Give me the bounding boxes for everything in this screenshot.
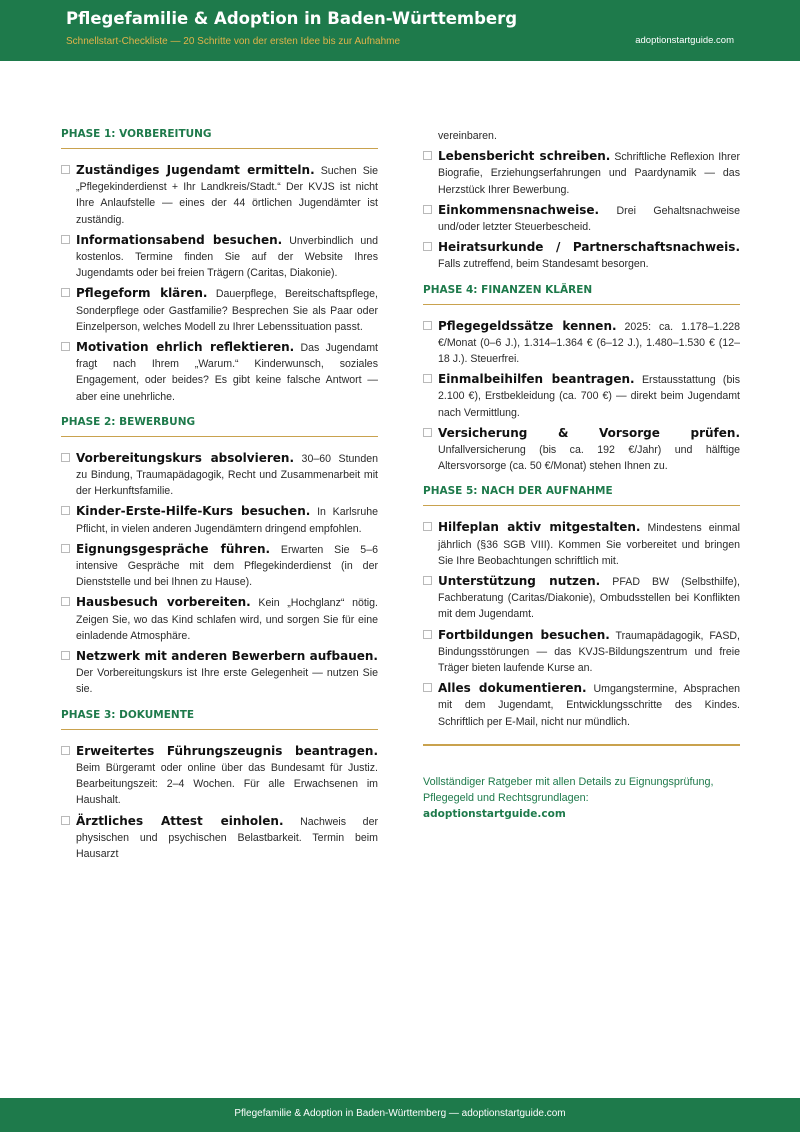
item-title: Netzwerk mit anderen Bewerbern aufbauen. — [76, 649, 378, 664]
header-url-link[interactable]: adoptionstartguide.com — [635, 35, 734, 46]
item-title: Pflegegeldssätze kennen. — [438, 318, 617, 333]
item-body: Mindestens einmal jährlich (§36 SGB VIII). Kommen Sie vorbereitet und bringen Sie Ihre Beobachtungen schriftlich mit. — [438, 522, 740, 567]
page-title: Pflegefamilie & Adoption in Baden-Württemberg — [66, 9, 518, 28]
checklist-item — [423, 239, 740, 272]
checklist-item — [423, 371, 740, 421]
item-body: Kein „Hochglanz“ nötig. Zeigen Sie, wo das Kind schlafen wird, und sorgen Sie für eine einladende Atmosphäre. — [76, 597, 378, 642]
phase-title: PHASE 5: NACH DER AUFNAHME — [423, 485, 740, 506]
checklist-item — [61, 450, 378, 500]
item-title: Einkommensnachweise. — [438, 202, 600, 217]
item-body: Das Jugendamt fragt nach Ihrem „Warum.“ Kinderwunsch, soziales Engagement, oder beides? Es gibt keine falsche Antwort — aber eine unehrliche. — [76, 342, 378, 403]
footer-text: Pflegefamilie & Adoption in Baden-Württemberg — adoptionstartguide.com — [234, 1108, 566, 1119]
item-body: Umgangstermine, Absprachen mit dem Jugendamt, Entwicklungsschritte des Kindes. Schriftlich per E-Mail, nicht nur mündlich. — [438, 683, 740, 728]
checklist-item — [61, 285, 378, 335]
item-body: Erwarten Sie 5–6 intensive Gespräche mit dem Pflegekinderdienst (in der Dienststelle und bei Ihnen zu Hause). — [76, 543, 378, 589]
item-title: Kinder-Erste-Hilfe-Kurs besuchen. — [76, 504, 311, 519]
item-body: Falls zutreffend, beim Standesamt besorgen. — [438, 258, 649, 271]
item-title: Informationsabend besuchen. — [76, 232, 283, 247]
item-title: Hilfeplan aktiv mitgestalten. — [438, 520, 641, 535]
closing-text: Vollständiger Ratgeber mit allen Details zu Eignungsprüfung, Pflegegeld und Rechtsgrundlagen: — [423, 775, 714, 804]
item-body: In Karlsruhe Pflicht, in vielen anderen Jugendämtern dringend empfohlen. — [76, 506, 378, 535]
item-body: Nachweis der physischen und psychischen Belastbarkeit. Termin beim Hausarzt — [76, 815, 378, 860]
checkbox[interactable] — [423, 576, 432, 585]
checklist-item — [423, 202, 740, 235]
item-title: Fortbildungen besuchen. — [438, 627, 610, 642]
item-title: Hausbesuch vorbereiten. — [76, 595, 251, 610]
checkbox[interactable] — [423, 151, 432, 160]
checkbox[interactable] — [61, 506, 70, 515]
item-title: Erweitertes Führungszeugnis beantragen. — [76, 743, 378, 758]
checkbox[interactable] — [61, 544, 70, 553]
checkbox[interactable] — [61, 288, 70, 297]
closing-note — [423, 774, 740, 822]
item-body: Dauerpflege, Bereitschaftspflege, Sonderpflege oder Gastfamilie? Besprechen Sie als Paar oder Einzelperson, welches Modell zu Ihrer Lebenssituation passt. — [76, 288, 378, 333]
item-body: 30–60 Stunden zu Bindung, Traumapädagogik, Recht und Zusammenarbeit mit der Herkunftsfamilie. — [76, 452, 378, 498]
checklist-item — [61, 594, 378, 644]
checklist-item — [423, 680, 740, 730]
checklist-item — [61, 503, 378, 536]
item-title: Lebensbericht schreiben. — [438, 149, 611, 164]
item-body: PFAD BW (Selbsthilfe), Fachberatung (Caritas/Diakonie), Ombudsstellen bei Konflikten mit dem Jugendamt. — [438, 576, 741, 621]
checkbox[interactable] — [61, 235, 70, 244]
item-body: 2025: ca. 1.178–1.228 €/Monat (0–6 J.), 1.314–1.364 € (6–12 J.), 1.480–1.530 € (12–18 J.). Steuerfrei. — [438, 320, 740, 366]
checklist-item — [423, 573, 740, 623]
item-title: Einmalbeihilfen beantragen. — [438, 372, 635, 387]
checkbox[interactable] — [423, 683, 432, 692]
closing-url-link[interactable]: adoptionstartguide.com — [423, 807, 566, 820]
checklist-item — [423, 627, 740, 677]
checkbox[interactable] — [61, 651, 70, 660]
footer-bar — [0, 1098, 800, 1132]
page-subtitle: Schnellstart-Checkliste — 20 Schritte von der ersten Idee bis zur Aufnahme — [66, 36, 401, 47]
divider — [423, 744, 740, 746]
item-body: Unverbindlich und kostenlos. Termine finden Sie auf der Website Ihres Jugendamts oder bei freien Trägern (Caritas, Diakonie). — [76, 234, 378, 280]
checkbox[interactable] — [423, 374, 432, 383]
checklist-item — [423, 519, 740, 569]
right-column — [423, 128, 740, 822]
phase-title: PHASE 4: FINANZEN KLÄREN — [423, 284, 740, 305]
checkbox[interactable] — [61, 746, 70, 755]
item-body: Der Vorbereitungskurs ist Ihre erste Gelegenheit — nutzen Sie sie. — [76, 667, 378, 696]
item-title: Unterstützung nutzen. — [438, 574, 601, 589]
item-body: Beim Bürgeramt oder online über das Bundesamt für Justiz. Bearbeitungszeit: 2–4 Wochen. Für alle Erwachsenen im Haushalt. — [76, 761, 378, 807]
checklist-item — [61, 813, 378, 863]
item-body: Schriftliche Reflexion Ihrer Biografie, Erziehungserfahrungen und Paardynamik — das Herzstück Ihrer Bewerbung. — [438, 151, 740, 196]
item-title: Ärztliches Attest einholen. — [76, 813, 284, 828]
checkbox[interactable] — [61, 816, 70, 825]
item-title: Eignungsgespräche führen. — [76, 541, 271, 556]
item-title: Zuständiges Jugendamt ermitteln. — [76, 163, 315, 177]
phase-title: PHASE 2: BEWERBUNG — [61, 416, 378, 437]
checkbox[interactable] — [423, 205, 432, 214]
item-body: Suchen Sie „Pflegekinderdienst + Ihr Landkreis/Stadt.“ Der KVJS ist nicht Ihre Anlaufstelle — eines der 44 örtlichen Jugendämter ist zuständig. — [76, 165, 379, 226]
checklist-item — [423, 148, 740, 198]
checkbox[interactable] — [61, 342, 70, 351]
item-title: Motivation ehrlich reflektieren. — [76, 340, 295, 355]
item-body: Traumapädagogik, FASD, Bindungsstörungen — das KVJS-Bildungszentrum und freie Träger bieten laufende Kurse an. — [438, 629, 740, 675]
item-continuation: vereinbaren. — [438, 130, 497, 142]
checkbox[interactable] — [423, 321, 432, 330]
checklist-item — [423, 318, 740, 368]
checklist-item — [61, 232, 378, 282]
checklist-item — [423, 425, 740, 475]
item-body: Drei Gehaltsnachweise und/oder letzter Steuerbescheid. — [438, 204, 740, 234]
item-body: Erstausstattung (bis 2.100 €), Erstbekleidung (ca. 700 €) — direkt beim Jugendamt nach Vermittlung. — [438, 374, 741, 419]
item-title: Versicherung & Vorsorge prüfen. — [438, 425, 740, 440]
left-column — [61, 128, 378, 866]
checkbox[interactable] — [423, 428, 432, 437]
checkbox[interactable] — [423, 522, 432, 531]
item-title: Alles dokumentieren. — [438, 681, 587, 696]
checkbox[interactable] — [423, 242, 432, 251]
header-bar — [0, 0, 800, 61]
checklist-item — [61, 339, 378, 405]
checkbox[interactable] — [61, 165, 70, 174]
item-body: Unfallversicherung (bis ca. 192 €/Jahr) und hälftige Altersvorsorge (ca. 50 €/Monat) stehen Ihnen zu. — [438, 444, 740, 473]
phase-title: PHASE 1: VORBEREITUNG — [61, 128, 378, 149]
checkbox[interactable] — [423, 630, 432, 639]
item-title: Pflegeform klären. — [76, 286, 208, 301]
phase-title: PHASE 3: DOKUMENTE — [61, 709, 378, 730]
item-title: Vorbereitungskurs absolvieren. — [76, 450, 295, 465]
item-title: Heiratsurkunde / Partnerschaftsnachweis. — [438, 240, 740, 255]
checklist-item — [61, 162, 378, 228]
checklist-item — [61, 743, 378, 809]
checklist-item — [61, 541, 378, 591]
checkbox[interactable] — [61, 453, 70, 462]
checklist-item — [61, 648, 378, 698]
checkbox[interactable] — [61, 597, 70, 606]
